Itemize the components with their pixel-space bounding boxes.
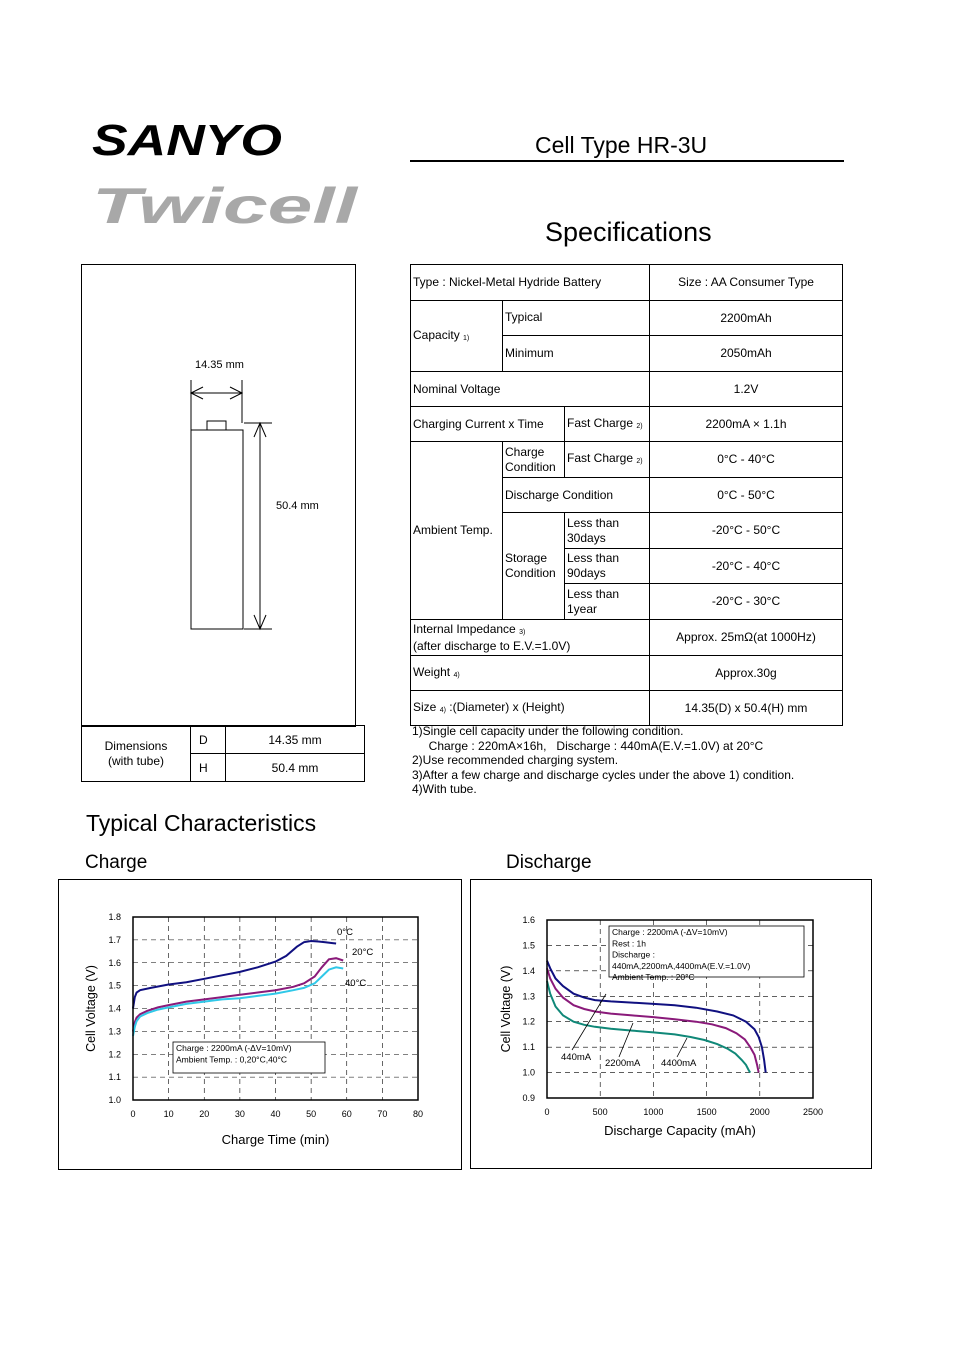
note-3: 3)After a few charge and discharge cycles under the above 1) condition. bbox=[412, 767, 795, 782]
sanyo-logo bbox=[92, 112, 292, 164]
x-axis-label: Discharge Capacity (mAh) bbox=[604, 1123, 756, 1138]
battery-body bbox=[191, 430, 243, 629]
specifications-table bbox=[410, 264, 843, 726]
x-tick-label: 20 bbox=[199, 1109, 210, 1119]
annotation-text: Discharge : bbox=[612, 949, 655, 960]
size-label-text: Size bbox=[413, 699, 437, 714]
impedance-line2: (after discharge to E.V.=1.0V) bbox=[413, 638, 571, 653]
size-note: 4) bbox=[439, 706, 446, 714]
x-tick-label: 60 bbox=[341, 1109, 352, 1119]
y-tick-label: 0.9 bbox=[522, 1093, 535, 1103]
typical-value: 2200mAh bbox=[650, 301, 843, 336]
sanyo-logo-text: SANYO bbox=[92, 116, 282, 164]
discharge-condition-label: Discharge Condition bbox=[503, 478, 650, 513]
size-type-cell: Size : AA Consumer Type bbox=[650, 265, 843, 301]
capacity-label-text: Capacity bbox=[413, 327, 460, 342]
annotation-text: Charge : 2200mA (-ΔV=10mV) bbox=[612, 927, 728, 937]
cell-type-title: Cell Type HR-3U bbox=[535, 132, 708, 158]
dim-h-key: H bbox=[191, 754, 226, 782]
dim-d-key: D bbox=[191, 726, 226, 754]
charge-condition-value: 0°C - 40°C bbox=[650, 442, 843, 478]
charge-condition-line2: Condition bbox=[505, 459, 556, 474]
charging-label: Charging Current x Time bbox=[411, 407, 565, 442]
charge-chart-frame bbox=[58, 879, 462, 1170]
charge-condition-line1: Charge bbox=[505, 444, 545, 459]
x-tick-label: 50 bbox=[306, 1109, 317, 1119]
x-tick-label: 40 bbox=[270, 1109, 281, 1119]
y-tick-label: 1.6 bbox=[108, 957, 121, 968]
fast-charge-label bbox=[565, 407, 650, 442]
note-4: 4)With tube. bbox=[412, 782, 477, 796]
storage-value-3: -20°C - 30°C bbox=[650, 584, 843, 620]
impedance-value: Approx. 25mΩ(at 1000Hz) bbox=[650, 620, 843, 656]
spec-notes bbox=[412, 724, 794, 797]
battery-terminal bbox=[207, 421, 226, 430]
y-tick-label: 1.0 bbox=[108, 1095, 121, 1105]
fast-charge-label-2 bbox=[565, 442, 650, 478]
annotation-text: Ambient Temp. : 20°C bbox=[612, 972, 695, 983]
storage-value-2: -20°C - 40°C bbox=[650, 549, 843, 584]
discharge-condition-value: 0°C - 50°C bbox=[650, 478, 843, 513]
storage-period-1-line2: 30days bbox=[567, 530, 606, 545]
y-tick-label: 1.5 bbox=[522, 940, 535, 951]
series-label: 440mA bbox=[561, 1052, 592, 1063]
x-tick-label: 1000 bbox=[643, 1107, 664, 1117]
storage-period-3 bbox=[565, 584, 650, 620]
nominal-voltage-label: Nominal Voltage bbox=[411, 372, 650, 407]
note-2: 2)Use recommended charging system. bbox=[412, 753, 619, 767]
storage-period-3-line1: Less than bbox=[567, 586, 620, 601]
series-label: 20°C bbox=[352, 947, 374, 958]
x-tick-label: 10 bbox=[163, 1109, 174, 1119]
capacity-note: 1) bbox=[463, 334, 470, 342]
storage-period-1 bbox=[565, 513, 650, 549]
size-desc: :(Diameter) x (Height) bbox=[449, 699, 565, 714]
series-label: 2200mA bbox=[605, 1058, 641, 1069]
series-line-20C bbox=[133, 958, 343, 1031]
fast-charge-note-2: 2) bbox=[636, 458, 643, 465]
discharge-section-title: Discharge bbox=[506, 852, 592, 873]
specifications-title: Specifications bbox=[545, 217, 712, 247]
storage-period-2-line2: 90days bbox=[567, 566, 606, 580]
weight-note: 4) bbox=[453, 671, 460, 679]
y-tick-label: 1.2 bbox=[108, 1049, 121, 1060]
x-tick-label: 500 bbox=[592, 1107, 608, 1117]
height-dimension-label: 50.4 mm bbox=[276, 500, 319, 512]
x-tick-label: 2500 bbox=[802, 1107, 824, 1117]
typical-characteristics-title: Typical Characteristics bbox=[86, 810, 317, 836]
y-tick-label: 1.3 bbox=[108, 1026, 121, 1037]
charge-chart bbox=[59, 880, 461, 1169]
x-tick-label: 2000 bbox=[749, 1107, 770, 1117]
fast-charge-text: Fast Charge bbox=[567, 415, 634, 430]
y-tick-label: 1.2 bbox=[522, 1016, 535, 1027]
minimum-value: 2050mAh bbox=[650, 336, 843, 372]
fast-charge-text-2: Fast Charge bbox=[567, 451, 634, 465]
impedance-label bbox=[411, 620, 650, 656]
weight-label bbox=[411, 656, 650, 691]
dimensions-label-line2: (with tube) bbox=[107, 753, 165, 768]
annotation-text: Rest : 1h bbox=[612, 938, 647, 949]
y-tick-label: 1.4 bbox=[108, 1003, 121, 1014]
twicell-logo-text: Twicell bbox=[92, 178, 359, 230]
y-tick-label: 1.6 bbox=[522, 915, 535, 925]
storage-period-2-line1: Less than bbox=[567, 551, 620, 565]
nominal-voltage-value: 1.2V bbox=[650, 372, 843, 407]
storage-line2: Condition bbox=[505, 566, 556, 580]
charge-condition-label bbox=[503, 442, 565, 478]
x-tick-label: 1500 bbox=[696, 1107, 717, 1117]
width-dimension-label: 14.35 mm bbox=[195, 359, 244, 371]
minimum-label: Minimum bbox=[503, 336, 650, 372]
dim-d-value: 14.35 mm bbox=[226, 726, 365, 754]
y-axis-label: Cell Voltage (V) bbox=[84, 965, 98, 1052]
annotation-text: Ambient Temp. : 0,20°C,40°C bbox=[176, 1054, 288, 1065]
size-label bbox=[411, 691, 650, 726]
type-cell: Type : Nickel-Metal Hydride Battery bbox=[411, 265, 650, 301]
impedance-note: 3) bbox=[519, 628, 526, 636]
storage-period-1-line1: Less than bbox=[567, 515, 620, 530]
annotation-text: Charge : 2200mA (-ΔV=10mV) bbox=[176, 1043, 292, 1053]
dimensions-label bbox=[82, 726, 191, 782]
typical-label: Typical bbox=[503, 301, 650, 336]
storage-condition-label bbox=[503, 513, 565, 620]
annotation-text: 440mA,2200mA,4400mA(E.V.=1.0V) bbox=[612, 960, 751, 971]
charge-section-title: Charge bbox=[85, 852, 148, 873]
y-tick-label: 1.1 bbox=[108, 1072, 121, 1083]
y-tick-label: 1.3 bbox=[522, 991, 535, 1002]
x-tick-label: 30 bbox=[234, 1109, 245, 1119]
weight-label-text: Weight bbox=[413, 664, 451, 679]
x-tick-label: 80 bbox=[412, 1109, 424, 1119]
note-1-detail: Charge : 220mA×16h, Discharge : 440mA(E.V.=1.0V) at 20°C bbox=[412, 738, 764, 753]
x-tick-label: 70 bbox=[377, 1109, 388, 1119]
size-value: 14.35(D) x 50.4(H) mm bbox=[650, 691, 843, 726]
chart-annotation bbox=[609, 926, 804, 982]
y-tick-label: 1.0 bbox=[522, 1067, 535, 1078]
storage-period-2 bbox=[565, 549, 650, 584]
discharge-chart bbox=[471, 880, 871, 1168]
battery-diagram-box bbox=[81, 264, 356, 727]
impedance-line1: Internal Impedance bbox=[413, 621, 516, 636]
series-leader-line bbox=[619, 1023, 633, 1057]
dim-h-value: 50.4 mm bbox=[226, 754, 365, 782]
y-tick-label: 1.4 bbox=[522, 965, 535, 976]
fast-charge-note: 2) bbox=[636, 422, 643, 430]
series-leader-line bbox=[677, 1038, 687, 1057]
ambient-temp-label: Ambient Temp. bbox=[411, 442, 503, 620]
charging-value: 2200mA × 1.1h bbox=[650, 407, 843, 442]
x-tick-label: 0 bbox=[544, 1107, 550, 1117]
series-label: 40°C bbox=[345, 978, 367, 989]
discharge-chart-frame bbox=[470, 879, 872, 1169]
series-label: 0°C bbox=[337, 927, 353, 938]
weight-value: Approx.30g bbox=[650, 656, 843, 691]
x-axis-label: Charge Time (min) bbox=[221, 1132, 330, 1147]
storage-line1: Storage bbox=[505, 551, 548, 565]
dimensions-table bbox=[81, 725, 365, 782]
y-tick-label: 1.1 bbox=[522, 1042, 535, 1053]
y-axis-label: Cell Voltage (V) bbox=[499, 965, 513, 1053]
battery-diagram bbox=[82, 265, 355, 726]
dimensions-label-line1: Dimensions bbox=[104, 738, 168, 753]
y-tick-label: 1.7 bbox=[108, 934, 121, 945]
note-1: 1)Single cell capacity under the following condition. bbox=[412, 724, 684, 738]
y-tick-label: 1.8 bbox=[108, 912, 121, 922]
y-tick-label: 1.5 bbox=[108, 980, 121, 991]
twicell-logo bbox=[92, 178, 362, 230]
series-label: 4400mA bbox=[661, 1058, 697, 1069]
capacity-label bbox=[411, 301, 503, 372]
storage-value-1: -20°C - 50°C bbox=[650, 513, 843, 549]
chart-annotation bbox=[173, 1042, 325, 1073]
x-tick-label: 0 bbox=[130, 1109, 136, 1119]
storage-period-3-line2: 1year bbox=[567, 601, 598, 616]
title-rule bbox=[410, 160, 844, 162]
